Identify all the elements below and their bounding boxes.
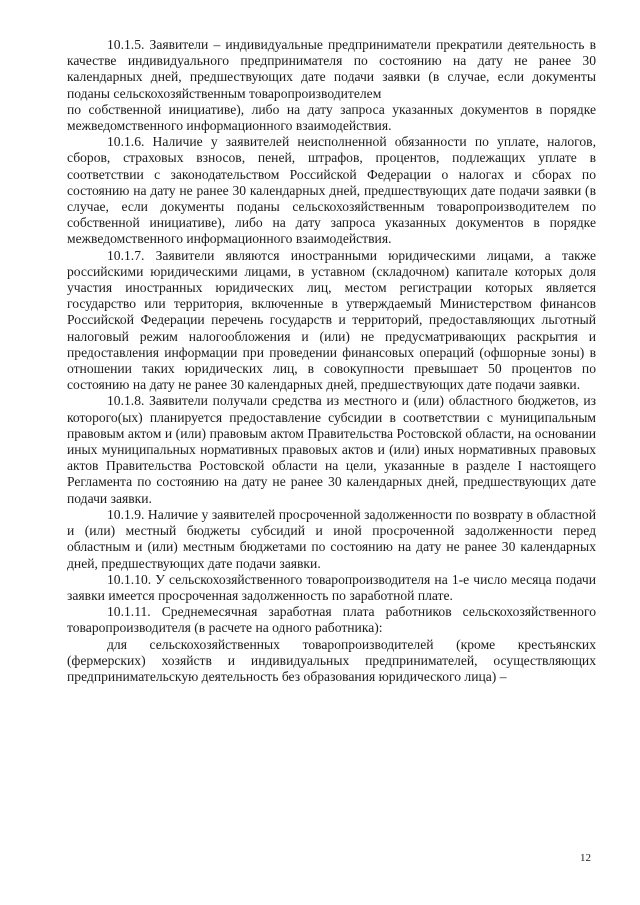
paragraph-10-1-8: 10.1.8. Заявители получали средства из местного и (или) областного бюджетов, из которого(ых) планируется предоставление субсидии в соответствии с муниципальным правовым актом и (или) правовым актом Правительства Ростовской области, на основании иных муниципальных нормативных правовых актов и (или) иных нормативных правовых актов Правительства Ростовской области на цели, указанные в разделе I настоящего Регламента по состоянию на дату не ранее 30 календарных дней, предшествующих дате подачи заявки.: [67, 393, 596, 506]
paragraph-10-1-5: 10.1.5. Заявители – индивидуальные предприниматели прекратили деятельность в качестве индивидуального предпринимателя по состоянию на дату не ранее 30 календарных дней, предшествующих дате подачи заявки (в случае, если документы поданы сельскохозяйственным товаропроизводителем: [67, 37, 596, 101]
paragraph-10-1-11: 10.1.11. Среднемесячная заработная плата работников сельскохозяйственного товаропроизводителя (в расчете на одного работника):: [67, 604, 596, 636]
paragraph-10-1-10: 10.1.10. У сельскохозяйственного товаропроизводителя на 1-е число месяца подачи заявки имеется просроченная задолженность по заработной плате.: [67, 571, 596, 603]
paragraph-10-1-6: 10.1.6. Наличие у заявителей неисполненной обязанности по уплате, налогов, сборов, страховых взносов, пеней, штрафов, процентов, подлежащих уплате в соответствии с законодательством Российской Федерации о налогах и сборах по состоянию на дату не ранее 30 календарных дней, предшествующих дате подачи заявки (в случае, если документы поданы сельскохозяйственным товаропроизводителем по собственной инициативе), либо на дату запроса указанных документов в порядке межведомственного информационного взаимодействия.: [67, 134, 596, 247]
paragraph-10-1-7: 10.1.7. Заявители являются иностранными юридическими лицами, а также российскими юридическими лицами, в уставном (складочном) капитале которых доля участия иностранных юридических лиц, местом регистрации которых является государство или территория, включенные в утверждаемый Министерством финансов Российской Федерации перечень государств и территорий, предоставляющих льготный налоговый режим налогообложения и (или) не предусматривающих раскрытия и предоставления информации при проведении финансовых операций (офшорные зоны) в отношении таких юридических лиц, в совокупности превышает 50 процентов по состоянию на дату не ранее 30 календарных дней, предшествующих дате подачи заявки.: [67, 247, 596, 393]
document-page: [67, 37, 596, 685]
paragraph-10-1-9: 10.1.9. Наличие у заявителей просроченной задолженности по возврату в областной и (или) местный бюджеты субсидий и иной просроченной задолженности перед областным и (или) местным бюджетами по состоянию на дату не ранее 30 календарных дней, предшествующих дате подачи заявки.: [67, 506, 596, 571]
paragraph-10-1-5-continued: по собственной инициативе), либо на дату запроса указанных документов в порядке межведомственного информационного взаимодействия.: [67, 101, 596, 134]
paragraph-10-1-11-subitem: для сельскохозяйственных товаропроизводителей (кроме крестьянских (фермерских) хозяйств и индивидуальных предпринимателей, осуществляющих предпринимательскую деятельность без образования юридического лица) –: [67, 636, 596, 684]
page-number: 12: [580, 852, 591, 864]
